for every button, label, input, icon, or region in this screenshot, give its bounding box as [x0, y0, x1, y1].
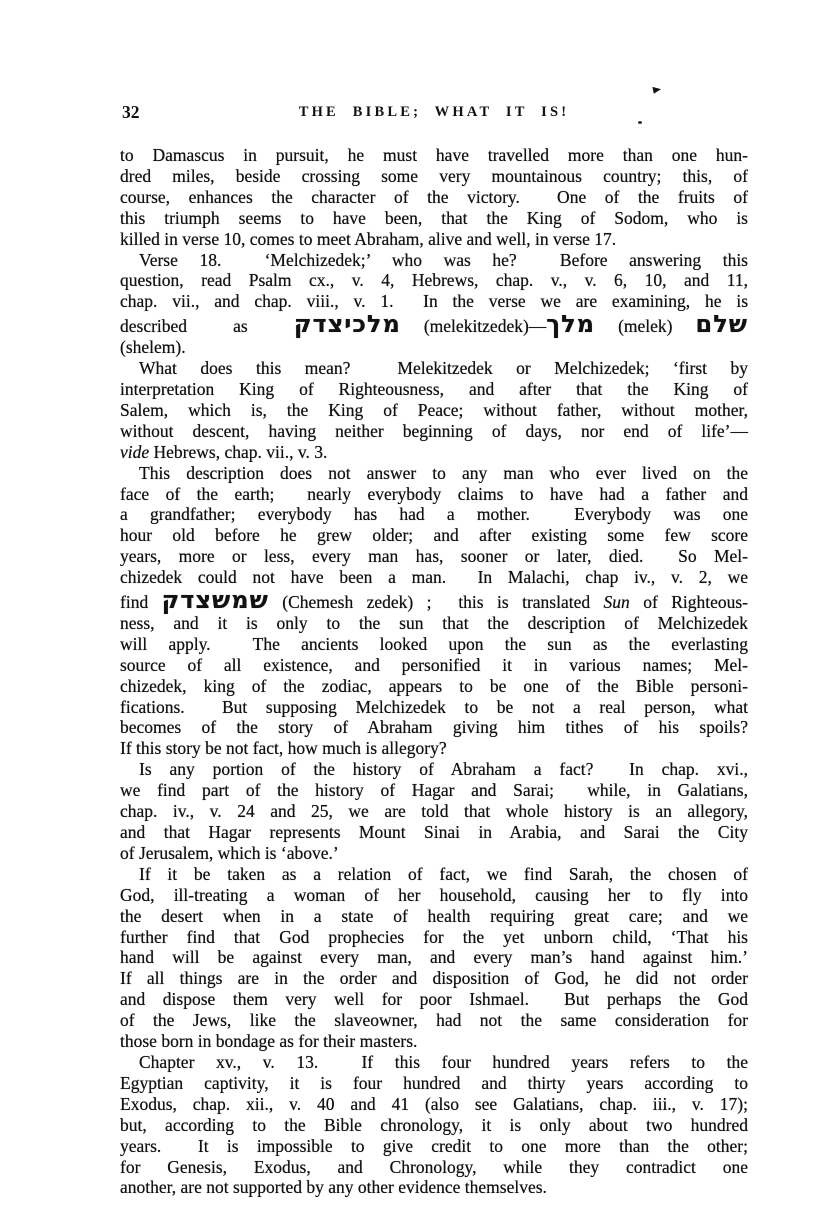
page-content — [120, 102, 748, 1198]
text-line — [120, 187, 748, 208]
text-line — [120, 885, 748, 906]
italic-text: Sun — [603, 592, 630, 613]
page-header — [120, 102, 748, 124]
text-run: we find part of the history of Hagar and Sarai; while, in Galatians, — [120, 780, 748, 801]
text-line — [120, 588, 748, 613]
text-line — [120, 968, 748, 989]
text-line — [120, 759, 748, 780]
paragraph — [120, 864, 748, 1052]
text-run: (Chemesh zedek) ; this is translated — [268, 592, 604, 613]
text-run: of Righteous- — [629, 592, 748, 613]
text-line — [120, 484, 748, 505]
text-line — [120, 717, 748, 738]
text-line — [120, 843, 748, 864]
text-run: killed in verse 10, comes to meet Abraham, alive and well, in verse 17. — [120, 228, 617, 249]
text-line — [120, 801, 748, 822]
text-run: Chapter xv., v. 13. If this four hundred years refers to the — [139, 1051, 748, 1072]
text-run: Verse 18. ‘Melchizedek;’ who was he? Before answering this — [139, 249, 748, 270]
text-line — [120, 337, 748, 358]
text-run: source of all existence, and personified it in various names; Mel- — [120, 654, 748, 675]
text-run: and that Hagar represents Mount Sinai in Arabia, and Sarai the City — [120, 822, 748, 842]
text-run: find — [120, 592, 162, 613]
text-run: hour old before he grew older; and after existing some few score — [120, 525, 748, 546]
text-run: fications. But supposing Melchizedek to be not a real person, what — [120, 696, 748, 717]
text-run: of Jerusalem, which is ‘above.’ — [120, 842, 339, 863]
text-line — [120, 822, 748, 843]
text-run: chizedek could not have been a man. In Malachi, chap iv., v. 2, we — [120, 567, 748, 588]
text-line — [120, 250, 748, 271]
text-run: What does this mean? Melekitzedek or Melchizedek; ‘first by — [139, 358, 748, 379]
text-line — [120, 989, 748, 1010]
text-line — [120, 1052, 748, 1073]
text-run: ness, and it is only to the sun that the description of Melchizedek — [120, 612, 748, 633]
text-run: interpretation King of Righteousness, and after that the King of — [120, 378, 748, 399]
text-run: years. It is impossible to give credit to one more than the other; — [120, 1135, 748, 1156]
text-run: will apply. The ancients looked upon the sun as the everlasting — [120, 633, 748, 654]
text-run: (shelem). — [120, 337, 186, 358]
text-line — [120, 379, 748, 400]
text-run: this triumph seems to have been, that the King of Sodom, who is — [120, 207, 748, 228]
running-title: THE BIBLE; WHAT IT IS! — [298, 104, 570, 120]
text-line — [120, 291, 748, 312]
paragraph — [120, 250, 748, 359]
text-run: years, more or less, every man has, sooner or later, died. So Mel- — [120, 546, 748, 567]
text-run: face of the earth; nearly everybody claims to have had a father and — [120, 483, 748, 504]
text-line — [120, 780, 748, 801]
text-run: chizedek, king of the zodiac, appears to be one of the Bible personi- — [120, 675, 748, 696]
text-line — [120, 166, 748, 187]
text-run: If all things are in the order and disposition of God, he did not order — [120, 968, 748, 989]
hebrew-word: שלם — [695, 310, 748, 339]
paragraph — [120, 463, 748, 760]
text-line — [120, 400, 748, 421]
text-line — [120, 145, 748, 166]
text-run: (melek) — [595, 316, 696, 337]
text-run: Salem, which is, the King of Peace; without father, without mother, — [120, 399, 748, 420]
text-run: but, according to the Bible chronology, it is only about two hundred — [120, 1114, 748, 1135]
text-line — [120, 504, 748, 525]
text-run: Egyptian captivity, it is four hundred and thirty years according to — [120, 1072, 748, 1093]
paragraph — [120, 759, 748, 864]
text-line — [120, 1094, 748, 1115]
body-text — [120, 145, 748, 1198]
text-run: those born in bondage as for their masters. — [120, 1031, 418, 1052]
text-run: a grandfather; everybody has had a mother. Everybody was one — [120, 504, 748, 525]
text-run: without descent, having neither beginning of days, nor end of life’— — [120, 420, 748, 441]
text-run: for Genesis, Exodus, and Chronology, while they contradict one — [120, 1156, 748, 1177]
text-line — [120, 655, 748, 676]
text-line — [120, 1073, 748, 1094]
text-line — [120, 676, 748, 697]
text-run: God, ill-treating a woman of her household, causing her to fly into — [120, 884, 748, 905]
text-line — [120, 906, 748, 927]
text-line — [120, 1177, 748, 1198]
paragraph — [120, 358, 748, 463]
text-run: becomes of the story of Abraham giving him tithes of his spoils? — [120, 717, 748, 738]
text-run: further find that God prophecies for the yet unborn child, ‘That his — [120, 926, 748, 947]
text-line — [120, 927, 748, 948]
text-line — [120, 270, 748, 291]
text-line — [120, 1157, 748, 1178]
text-run: Is any portion of the history of Abraham a fact? In chap. xvi., — [139, 759, 748, 780]
text-line — [120, 1136, 748, 1157]
text-run: If this story be not fact, how much is allegory? — [120, 738, 447, 759]
paragraph — [120, 1052, 748, 1198]
hebrew-word: שמשצדק — [161, 586, 269, 615]
text-line — [120, 567, 748, 588]
text-line — [120, 697, 748, 718]
text-run: and dispose them very well for poor Ishmael. But perhaps the God — [120, 989, 748, 1010]
text-line — [120, 229, 748, 250]
hebrew-word: מלך — [546, 310, 596, 339]
text-line — [120, 738, 748, 759]
text-run: (melekitzedek)— — [400, 316, 547, 337]
text-run: If it be taken as a relation of fact, we find Sarah, the chosen of — [139, 863, 748, 884]
text-run: This description does not answer to any man who ever lived on the — [139, 462, 748, 483]
text-run: Exodus, chap. xii., v. 40 and 41 (also see Galatians, chap. iii., v. 17); — [120, 1093, 748, 1114]
text-line — [120, 1115, 748, 1136]
ink-speck-arrow — [652, 85, 661, 94]
text-line — [120, 208, 748, 229]
text-line — [120, 1031, 748, 1052]
page-number: 32 — [122, 102, 140, 122]
text-run: dred miles, beside crossing some very mountainous country; this, of — [120, 165, 748, 186]
text-run: another, are not supported by any other evidence themselves. — [120, 1177, 547, 1198]
text-run: Hebrews, chap. vii., v. 3. — [149, 441, 328, 462]
text-run: chap. vii., and chap. viii., v. 1. In the verse we are examining, he is — [120, 291, 748, 312]
text-line — [120, 864, 748, 885]
text-line — [120, 634, 748, 655]
text-line — [120, 947, 748, 968]
italic-text: vide — [120, 441, 150, 462]
hebrew-word: מלכיצדק — [293, 310, 401, 339]
text-line — [120, 421, 748, 442]
text-line — [120, 613, 748, 634]
text-run: course, enhances the character of the victory. One of the fruits of — [120, 186, 748, 207]
text-run: question, read Psalm cx., v. 4, Hebrews, chap. v., v. 6, 10, and 11, — [120, 270, 748, 291]
text-line — [120, 463, 748, 484]
text-line — [120, 525, 748, 546]
text-line — [120, 358, 748, 379]
text-run: hand will be against every man, and every man’s hand against him.’ — [120, 947, 748, 968]
text-line — [120, 442, 748, 463]
text-line — [120, 1010, 748, 1031]
text-run: chap. iv., v. 24 and 25, we are told that whole history is an allegory, — [120, 801, 748, 822]
text-run: of the Jews, like the slaveowner, had not the same consideration for — [120, 1010, 748, 1031]
text-line — [120, 546, 748, 567]
text-line — [120, 312, 748, 337]
text-run: the desert when in a state of health requiring great care; and we — [120, 905, 748, 926]
paragraph — [120, 145, 748, 250]
text-run: described as — [120, 316, 294, 337]
text-run: to Damascus in pursuit, he must have travelled more than one hun- — [120, 145, 748, 165]
